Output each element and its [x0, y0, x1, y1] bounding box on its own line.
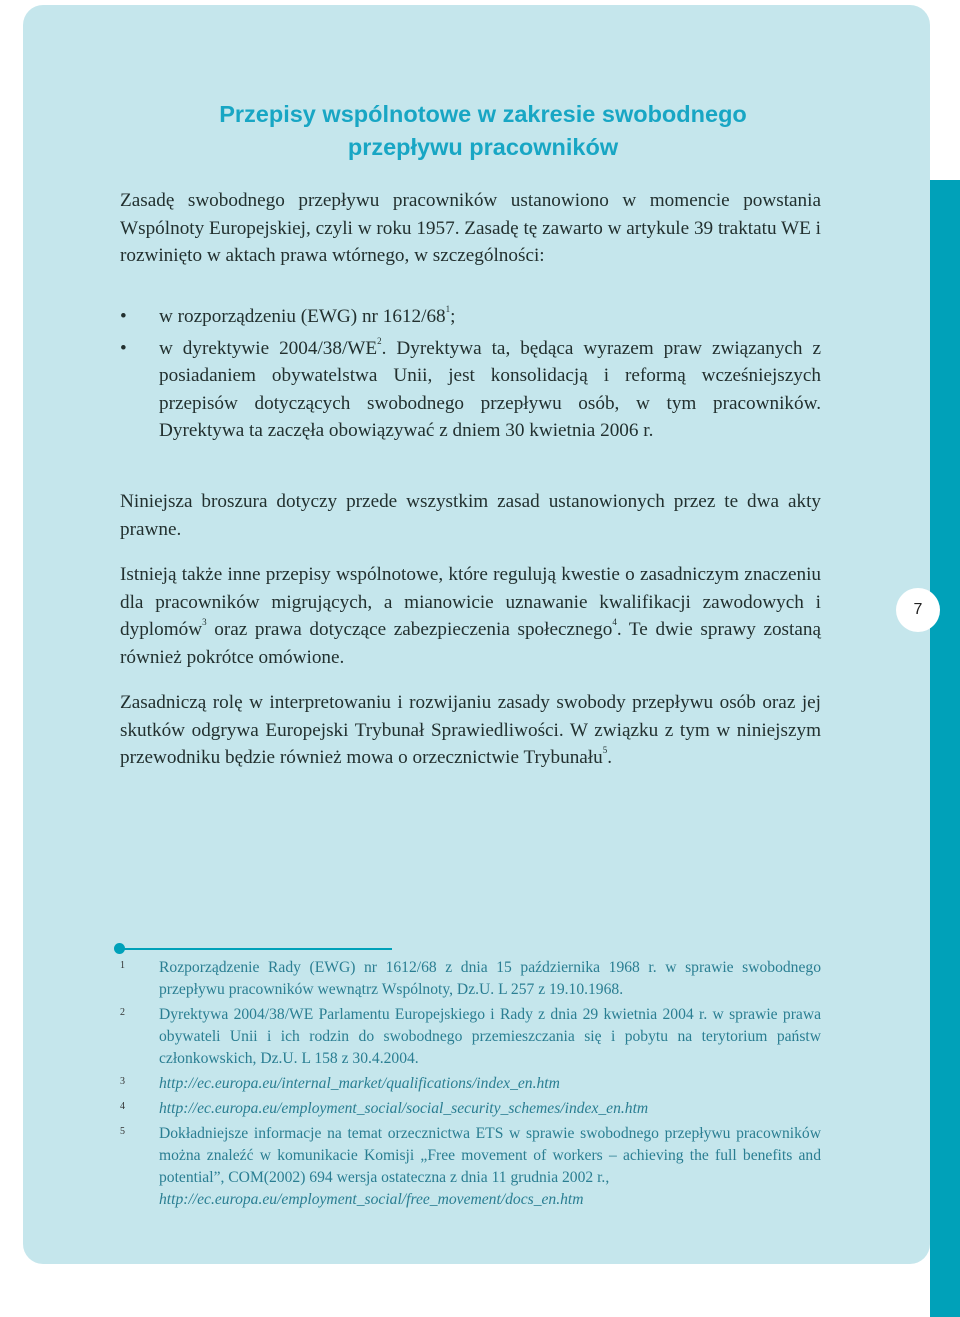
footnote-number: 2 — [120, 1007, 125, 1018]
intro-paragraph — [120, 187, 821, 270]
paragraph-text — [120, 689, 821, 772]
bullet-text: w rozporządzeniu (EWG) nr 1612/68 — [159, 306, 446, 327]
text-part: oraz prawa dotyczące zabezpieczenia społecznego — [206, 619, 613, 640]
footnote-5 — [120, 1123, 821, 1211]
text-part: . — [607, 747, 613, 768]
bullet-list — [120, 303, 821, 445]
bullet-text: w dyrektywie 2004/38/WE — [159, 337, 378, 359]
footnote-ref[interactable]: 5 — [602, 745, 608, 755]
footnote-ref[interactable]: 4 — [612, 617, 617, 627]
footnote-number: 5 — [120, 1126, 125, 1137]
footnote-ref[interactable]: 3 — [202, 617, 207, 627]
text-part: Istnieją także inne przepisy wspólnotowe, które regulują kwestie o zasadniczym znaczeniu dla pracowników migrujących, a mianowicie uznawanie kwalifikacji zawodowych i dyplomów — [120, 564, 821, 640]
list-item — [120, 335, 821, 445]
page-number-tab — [896, 588, 940, 632]
bullet-tail: . Dyrektywa ta, będąca wyrazem praw związanych z posiadaniem obywatelstwa Unii, jest konsolidacją i reformą wcześniejszych przepisów dotyczących swobodnego przepływu osób, w tym pracowników. Dyrektywa ta zaczęła obowiązywać z dniem 30 kwietnia 2006 r. — [159, 337, 821, 441]
intro-text: Zasadę swobodnego przepływu pracowników ustanowiono w momencie powstania Wspólnoty Europejskiej, czyli w roku 1957. Zasadę tę zawarto w artykule 39 traktatu WE i rozwinięto w aktach prawa wtórnego, w szczególności: — [120, 190, 821, 266]
text-part: . Te dwie sprawy zostaną również pokrótce omówione. — [120, 619, 821, 668]
footnote-2 — [120, 1004, 821, 1070]
page-title — [163, 98, 803, 164]
bullet-tail: ; — [450, 306, 456, 327]
footnotes — [120, 957, 821, 1214]
list-item — [120, 303, 821, 331]
title-line-1: Przepisy wspólnotowe w zakresie swobodnego — [219, 101, 747, 127]
footnote-number: 1 — [120, 960, 125, 971]
paragraph-text — [120, 561, 821, 671]
footnote-ref[interactable]: 2 — [377, 335, 382, 346]
footnote-4 — [120, 1098, 821, 1120]
paragraph-3 — [120, 561, 821, 671]
footnote-link[interactable]: http://ec.europa.eu/employment_social/free_movement/docs_en.htm — [159, 1191, 584, 1208]
footnote-link[interactable]: http://ec.europa.eu/internal_market/qualifications/index_en.htm — [159, 1075, 560, 1092]
bullet-icon: • — [120, 306, 127, 327]
footnote-1 — [120, 957, 821, 1001]
footnote-3 — [120, 1073, 821, 1095]
paragraph-4 — [120, 689, 821, 772]
paragraph-text: Niniejsza broszura dotyczy przede wszystkim zasad ustanowionych przez te dwa akty prawne. — [120, 491, 821, 540]
footnote-number: 3 — [120, 1076, 125, 1087]
footnote-divider — [120, 948, 392, 950]
text-part: Zasadniczą rolę w interpretowaniu i rozwijaniu zasady swobody przepływu osób oraz jej skutków odgrywa Europejski Trybunał Sprawiedliwości. W związku z tym w niniejszym przewodniku będzie również mowa o orzecznictwie Trybunału — [120, 692, 821, 768]
bullet-icon: • — [120, 337, 127, 359]
footnote-text: Rozporządzenie Rady (EWG) nr 1612/68 z dnia 15 października 1968 r. w sprawie swobodnego przepływu pracowników wewnątrz Wspólnoty, Dz.U. L 257 z 19.10.1968. — [159, 959, 821, 998]
footnote-ref[interactable]: 1 — [445, 304, 451, 314]
page-number: 7 — [913, 601, 923, 618]
footnote-text: Dyrektywa 2004/38/WE Parlamentu Europejskiego i Rady z dnia 29 kwietnia 2004 r. w sprawie prawa obywateli Unii i ich rodzin do swobodnego przemieszczania się i pobytu na terytorium państw członkowskich, Dz.U. L 158 z 30.4.2004. — [159, 1006, 821, 1067]
title-line-2: przepływu pracowników — [347, 134, 619, 160]
footnote-link[interactable]: http://ec.europa.eu/employment_social/social_security_schemes/index_en.htm — [159, 1100, 649, 1117]
paragraph-2 — [120, 488, 821, 543]
side-band — [930, 180, 960, 1317]
footnote-number: 4 — [120, 1101, 125, 1112]
footnote-text: Dokładniejsze informacje na temat orzecznictwa ETS w sprawie swobodnego przepływu pracowników można znaleźć w komunikacie Komisji „Free movement of workers – achieving the full benefits and potential”, COM(2002) 694 wersja ostateczna z dnia 11 grudnia 2002 r., — [159, 1125, 821, 1186]
